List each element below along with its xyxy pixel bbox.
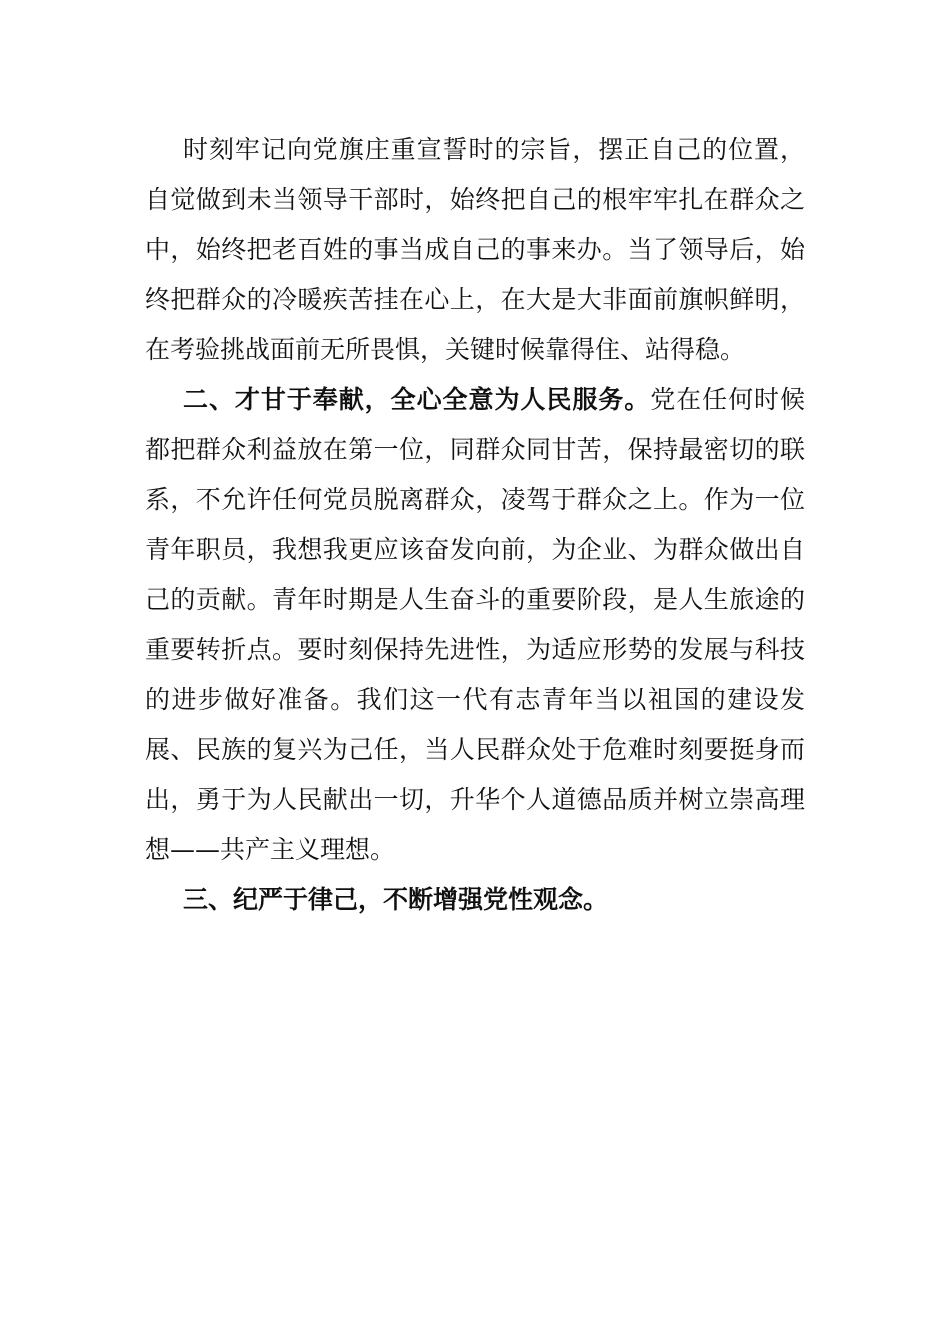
paragraph-3-heading: 三、纪严于律己，不断增强党性观念。 <box>183 885 609 914</box>
document-body <box>145 125 805 925</box>
paragraph-1-text: 时刻牢记向党旗庄重宣誓时的宗旨，摆正自己的位置，自觉做到未当领导干部时，始终把自己的根牢牢扎在群众之中，始终把老百姓的事当成自己的事来办。当了领导后，始终把群众的冷暖疾苦挂在心上，在大是大非面前旗帜鲜明，在考验挑战面前无所畏惧，关键时候靠得住、站得稳。 <box>145 135 805 364</box>
paragraph-2-text: 党在任何时候都把群众利益放在第一位，同群众同甘苦，保持最密切的联系，不允许任何党员脱离群众，凌驾于群众之上。作为一位青年职员，我想我更应该奋发向前，为企业、为群众做出自己的贡献。青年时期是人生奋斗的重要阶段，是人生旅途的重要转折点。要时刻保持先进性，为适应形势的发展与科技的进步做好准备。我们这一代有志青年当以祖国的建设发展、民族的复兴为己任，当人民群众处于危难时刻要挺身而出，勇于为人民献出一切，升华个人道德品质并树立崇高理想——共产主义理想。 <box>145 385 805 864</box>
paragraph-3 <box>145 875 805 925</box>
paragraph-1 <box>145 125 805 375</box>
paragraph-2 <box>145 375 805 875</box>
paragraph-2-heading: 二、才甘于奉献，全心全意为人民服务。 <box>183 385 651 414</box>
